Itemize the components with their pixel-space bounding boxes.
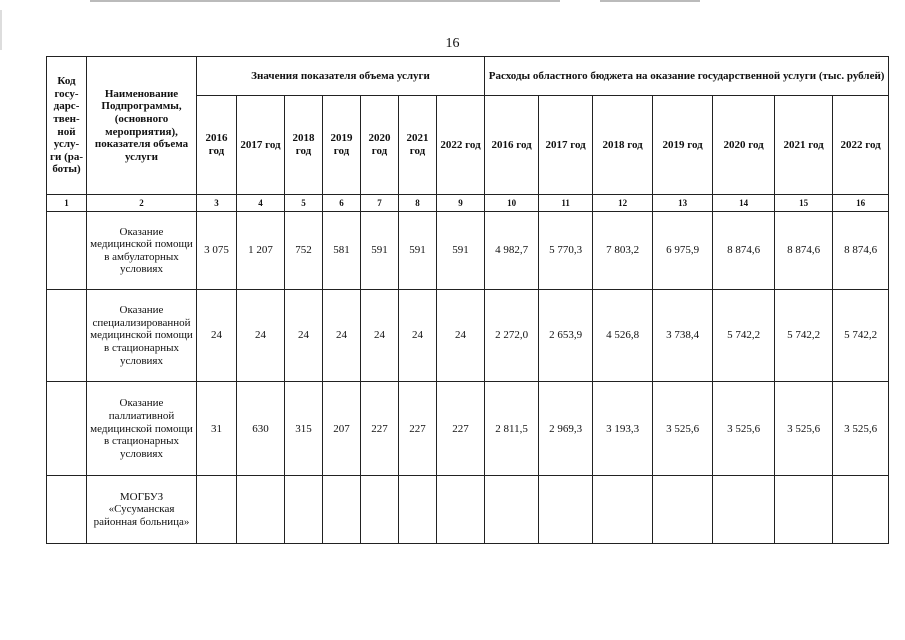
volume-value: 24: [237, 290, 285, 382]
volume-value: 24: [323, 290, 361, 382]
row-code: [47, 290, 87, 382]
volume-value: [285, 476, 323, 544]
column-number: 4: [237, 195, 285, 212]
expense-value: 2 653,9: [539, 290, 593, 382]
expense-value: 4 526,8: [593, 290, 653, 382]
expense-value: 5 742,2: [833, 290, 889, 382]
row-code: [47, 212, 87, 290]
header-volume-year: 2021 год: [399, 96, 437, 195]
row-name: Оказание паллиативной медицинской помощи в стационарных условиях: [87, 382, 197, 476]
header-name: Наименование Подпрограммы, (основного мероприятия), показателя объема услуги: [87, 57, 197, 195]
header-volume-year: 2016 год: [197, 96, 237, 195]
expense-value: 8 874,6: [775, 212, 833, 290]
expense-value: 7 803,2: [593, 212, 653, 290]
row-code: [47, 382, 87, 476]
column-number: 1: [47, 195, 87, 212]
header-expense-year: 2017 год: [539, 96, 593, 195]
expense-value: 4 982,7: [485, 212, 539, 290]
scan-artifact-line: [600, 0, 700, 2]
expense-value: 5 742,2: [713, 290, 775, 382]
expense-value: 3 738,4: [653, 290, 713, 382]
services-table: [46, 56, 889, 544]
column-number: 15: [775, 195, 833, 212]
expense-value: [539, 476, 593, 544]
header-expense-year: 2020 год: [713, 96, 775, 195]
column-number: 5: [285, 195, 323, 212]
volume-value: 24: [361, 290, 399, 382]
header-volume-year: 2022 год: [437, 96, 485, 195]
column-number: 10: [485, 195, 539, 212]
header-volume-year: 2019 год: [323, 96, 361, 195]
page-number: 16: [445, 36, 460, 51]
header-expense-year: 2018 год: [593, 96, 653, 195]
volume-value: [399, 476, 437, 544]
volume-value: 227: [399, 382, 437, 476]
volume-value: [437, 476, 485, 544]
row-code: [47, 476, 87, 544]
header-volume-group: Значения показателя объема услуги: [197, 57, 485, 96]
expense-value: 8 874,6: [833, 212, 889, 290]
volume-value: 591: [437, 212, 485, 290]
row-name: Оказание специализированной медицинской помощи в стационарных условиях: [87, 290, 197, 382]
volume-value: 581: [323, 212, 361, 290]
table-row: [47, 476, 889, 544]
column-number: 12: [593, 195, 653, 212]
volume-value: [197, 476, 237, 544]
table-row: [47, 382, 889, 476]
volume-value: 315: [285, 382, 323, 476]
expense-value: 3 525,6: [713, 382, 775, 476]
volume-value: 3 075: [197, 212, 237, 290]
expense-value: 6 975,9: [653, 212, 713, 290]
header-expense-year: 2022 год: [833, 96, 889, 195]
header-expense-year: 2021 год: [775, 96, 833, 195]
scan-artifact-line: [90, 0, 560, 2]
expense-value: [713, 476, 775, 544]
header-volume-year: 2020 год: [361, 96, 399, 195]
header-row-group: [47, 57, 889, 96]
column-number: 2: [87, 195, 197, 212]
volume-value: 1 207: [237, 212, 285, 290]
table-row: [47, 212, 889, 290]
volume-value: 24: [437, 290, 485, 382]
expense-value: 2 272,0: [485, 290, 539, 382]
expense-value: 3 525,6: [833, 382, 889, 476]
volume-value: 591: [399, 212, 437, 290]
column-number: 11: [539, 195, 593, 212]
header-expense-year: 2019 год: [653, 96, 713, 195]
column-number: 14: [713, 195, 775, 212]
column-number: 8: [399, 195, 437, 212]
expense-value: 3 525,6: [775, 382, 833, 476]
expense-value: 5 770,3: [539, 212, 593, 290]
expense-value: [485, 476, 539, 544]
column-number: 7: [361, 195, 399, 212]
expense-value: 8 874,6: [713, 212, 775, 290]
volume-value: [361, 476, 399, 544]
header-volume-year: 2018 год: [285, 96, 323, 195]
volume-value: 630: [237, 382, 285, 476]
expense-value: 3 193,3: [593, 382, 653, 476]
header-volume-year: 2017 год: [237, 96, 285, 195]
column-number: 13: [653, 195, 713, 212]
expense-value: 3 525,6: [653, 382, 713, 476]
header-expense-group: Расходы областного бюджета на оказание государственной услуги (тыс. рублей): [485, 57, 889, 96]
expense-value: 2 811,5: [485, 382, 539, 476]
row-name: МОГБУЗ «Сусуманская районная больница»: [87, 476, 197, 544]
table-row: [47, 290, 889, 382]
column-number: 6: [323, 195, 361, 212]
volume-value: 591: [361, 212, 399, 290]
header-expense-year: 2016 год: [485, 96, 539, 195]
volume-value: 24: [285, 290, 323, 382]
column-number: 9: [437, 195, 485, 212]
expense-value: [653, 476, 713, 544]
volume-value: 227: [437, 382, 485, 476]
expense-value: [833, 476, 889, 544]
header-code: Код госу-дарс-твен-ной услу-ги (ра-боты): [47, 57, 87, 195]
volume-value: [237, 476, 285, 544]
expense-value: [593, 476, 653, 544]
volume-value: 752: [285, 212, 323, 290]
volume-value: 31: [197, 382, 237, 476]
expense-value: 2 969,3: [539, 382, 593, 476]
row-name: Оказание медицинской помощи в амбулаторных условиях: [87, 212, 197, 290]
expense-value: [775, 476, 833, 544]
column-number: 16: [833, 195, 889, 212]
column-number: 3: [197, 195, 237, 212]
expense-value: 5 742,2: [775, 290, 833, 382]
volume-value: 207: [323, 382, 361, 476]
volume-value: 24: [197, 290, 237, 382]
volume-value: 227: [361, 382, 399, 476]
volume-value: 24: [399, 290, 437, 382]
column-number-row: [47, 195, 889, 212]
volume-value: [323, 476, 361, 544]
